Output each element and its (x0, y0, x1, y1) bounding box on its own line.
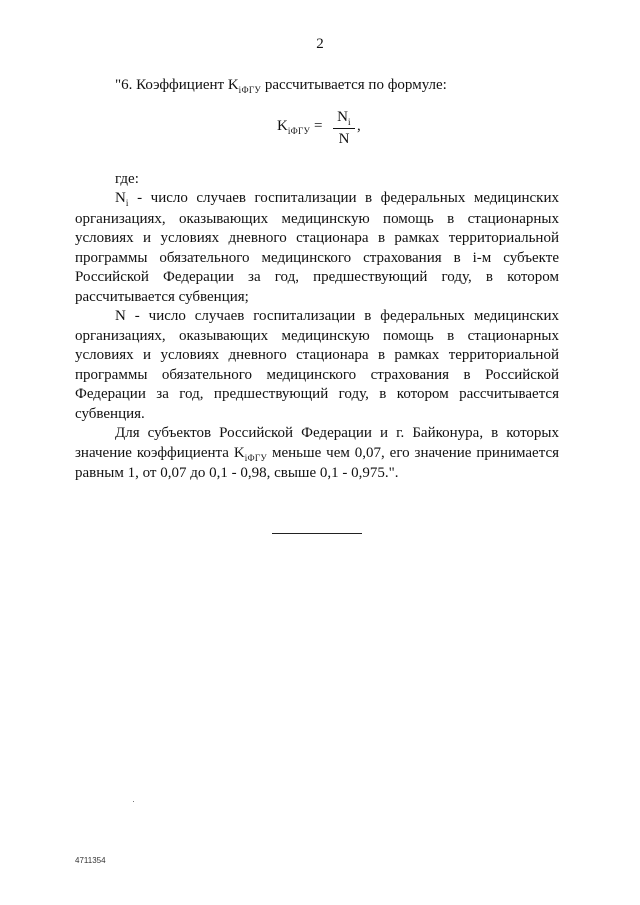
definition-ni-symbol: N (115, 190, 126, 206)
formula-fraction (333, 108, 355, 148)
fraction-bar (333, 128, 355, 129)
formula-lhs: $K_{iФГУ}$ = (277, 118, 323, 136)
page-number: 2 (316, 36, 324, 52)
intro-text-before: "6. Коэффициент K (115, 77, 239, 93)
intro-text-after: рассчитывается по формуле: (261, 77, 447, 93)
scan-dot (133, 801, 134, 802)
formula-numerator: $N_i$ (337, 109, 351, 127)
closing-subscript: iФГУ (244, 452, 268, 463)
end-divider (272, 533, 362, 534)
intro-line (115, 76, 575, 97)
definition-ni-subscript: i (125, 198, 129, 208)
document-number: 4711354 (75, 856, 106, 865)
closing-text-after: меньше чем 0,07, его значение принимается равным 1, от 0,07 до 0,1 - 0,98, свыше 0,1 - 0,975.". (75, 444, 559, 482)
formula-denominator: N (338, 131, 350, 147)
closing-paragraph (75, 424, 559, 484)
definition-ni-text: - число случаев госпитализации в федеральных медицинских организациях, оказывающих медицинскую помощь в стационарных условиях и условиях дневного стационара в рамках территориальной программы обязательного медицинского страхования в i-м субъекте Российской Федерации за год, предшествующий году, в котором рассчитывается субвенция; (75, 190, 559, 305)
definition-ni (75, 189, 559, 308)
intro-subscript: iФГУ (238, 85, 262, 95)
closing-text-before: Для субъектов Российской Федерации и г. Байконура, в которых значение коэффициента K (75, 425, 559, 461)
where-label: где: (115, 171, 139, 187)
definition-n: N - число случаев госпитализации в федеральных медицинских организациях, оказывающих медицинскую помощь в стационарных условиях и условиях дневного стационара в рамках территориальной программы обязательного медицинского страхования в Российской Федерации за год, предшествующий году, в котором рассчитывается субвенция. (75, 308, 559, 422)
formula-comma: , (357, 118, 361, 134)
